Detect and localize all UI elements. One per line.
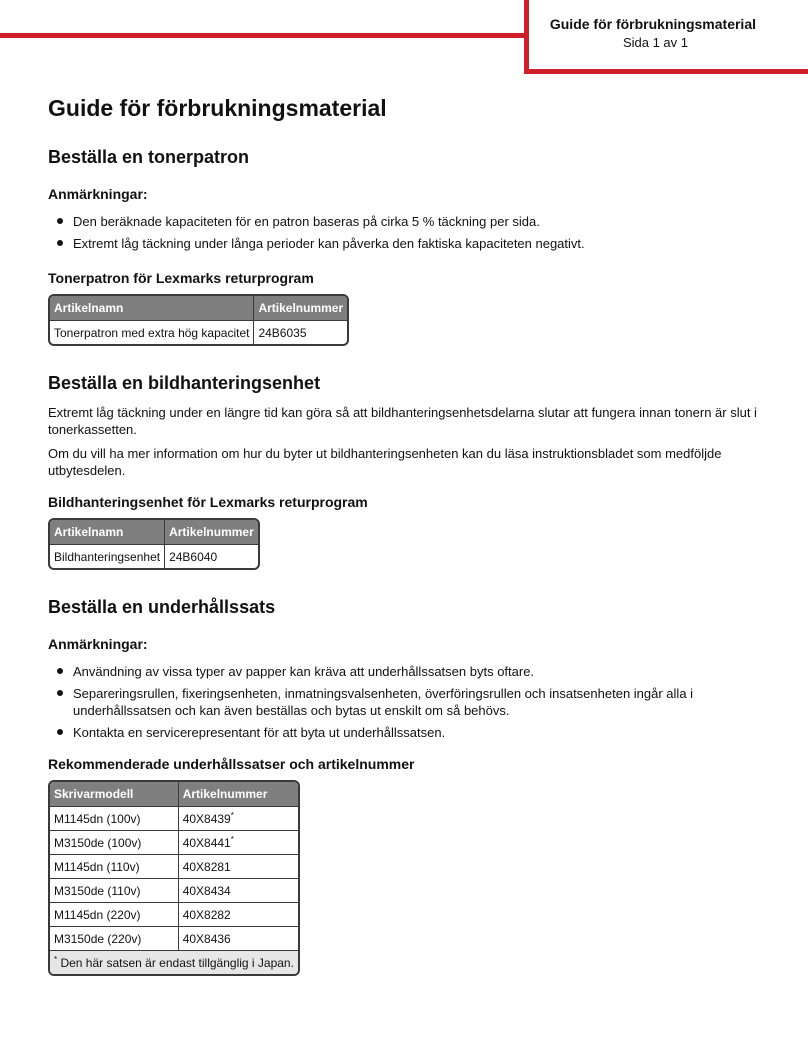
column-header: Artikelnummer [178, 782, 298, 806]
toner-notes-list [48, 213, 768, 252]
list-item: Extremt låg täckning under långa perioder kan påverka den faktiska kapaciteten negativt. [48, 235, 768, 252]
column-header: Artikelnummer [164, 520, 258, 544]
list-item: Den beräknade kapaciteten för en patron baseras på cirka 5 % täckning per sida. [48, 213, 768, 230]
table-header-row [50, 296, 347, 320]
maintenance-table-title: Rekommenderade underhållssatser och artikelnummer [48, 756, 415, 772]
list-item: Separeringsrullen, fixeringsenheten, inmatningsvalsenheten, överföringsrullen och insatsenheten ingår alla i underhållssatsen och kan även beställas och bytas ut enskilt om så behövs. [48, 685, 768, 719]
toner-table [48, 294, 349, 346]
footnote-marker: * [230, 835, 234, 844]
column-header: Artikelnummer [253, 296, 347, 320]
table-cell: Tonerpatron med extra hög kapacitet [50, 320, 253, 344]
table-cell: 24B6035 [253, 320, 347, 344]
table-cell: M3150de (110v) [50, 878, 178, 902]
table-header-row [50, 782, 298, 806]
toner-notes-label: Anmärkningar: [48, 186, 148, 202]
table-row [50, 902, 298, 926]
table-cell: M3150de (100v) [50, 830, 178, 854]
section-toner [48, 146, 768, 346]
header-rule-left [0, 33, 528, 38]
imaging-table [48, 518, 260, 570]
table-row [50, 806, 298, 830]
header-box [524, 0, 808, 74]
page-number: Sida 1 av 1 [622, 35, 688, 50]
table-row [50, 544, 258, 568]
table-cell: 40X8282 [178, 902, 298, 926]
table-cell [178, 806, 298, 830]
table-header-row [50, 520, 258, 544]
document-body [48, 94, 768, 976]
table-cell: M1145dn (100v) [50, 806, 178, 830]
table-row [50, 320, 347, 344]
imaging-table-title: Bildhanteringsenhet för Lexmarks returprogram [48, 494, 368, 510]
part-number: 40X8439 [182, 812, 231, 826]
table-cell: 24B6040 [164, 544, 258, 568]
table-cell: M1145dn (220v) [50, 902, 178, 926]
table-cell: M3150de (220v) [50, 926, 178, 950]
imaging-heading: Beställa en bildhanteringsenhet [48, 373, 321, 393]
table-cell [178, 830, 298, 854]
footnote-text: Den här satsen är endast tillgänglig i Japan. [57, 955, 294, 970]
table-cell: 40X8436 [178, 926, 298, 950]
toner-table-title: Tonerpatron för Lexmarks returprogram [48, 270, 314, 286]
footnote-marker: * [230, 811, 234, 820]
list-item: Användning av vissa typer av papper kan kräva att underhållssatsen byts oftare. [48, 663, 768, 680]
section-imaging-unit [48, 372, 768, 570]
maintenance-notes-label: Anmärkningar: [48, 636, 148, 652]
running-header-title: Guide för förbrukningsmaterial [549, 16, 756, 32]
list-item: Kontakta en servicerepresentant för att byta ut underhållssatsen. [48, 724, 768, 741]
table-row [50, 926, 298, 950]
maintenance-notes-list [48, 663, 768, 741]
page-title: Guide för förbrukningsmaterial [48, 95, 387, 121]
table-cell: 40X8281 [178, 854, 298, 878]
table-footnote [50, 950, 298, 974]
table-row [50, 830, 298, 854]
table-footnote-row [50, 950, 298, 974]
table-row [50, 854, 298, 878]
footnote-marker: * [54, 954, 58, 964]
section-maintenance-kit [48, 596, 768, 976]
imaging-paragraph: Extremt låg täckning under en längre tid kan göra så att bildhanteringsenhetsdelarna slutar att fungera innan tonern är slut i tonerkassetten. [48, 405, 757, 437]
column-header: Skrivarmodell [50, 782, 178, 806]
table-cell: Bildhanteringsenhet [50, 544, 164, 568]
maintenance-heading: Beställa en underhållssats [48, 597, 276, 617]
table-cell: M1145dn (110v) [50, 854, 178, 878]
column-header: Artikelnamn [50, 520, 164, 544]
table-row [50, 878, 298, 902]
table-cell: 40X8434 [178, 878, 298, 902]
part-number: 40X8441 [182, 836, 231, 850]
maintenance-table [48, 780, 300, 976]
column-header: Artikelnamn [50, 296, 253, 320]
toner-heading: Beställa en tonerpatron [48, 147, 250, 167]
imaging-paragraph: Om du vill ha mer information om hur du byter ut bildhanteringsenheten kan du läsa instruktionsbladet som medföljde utbytesdelen. [48, 446, 722, 478]
